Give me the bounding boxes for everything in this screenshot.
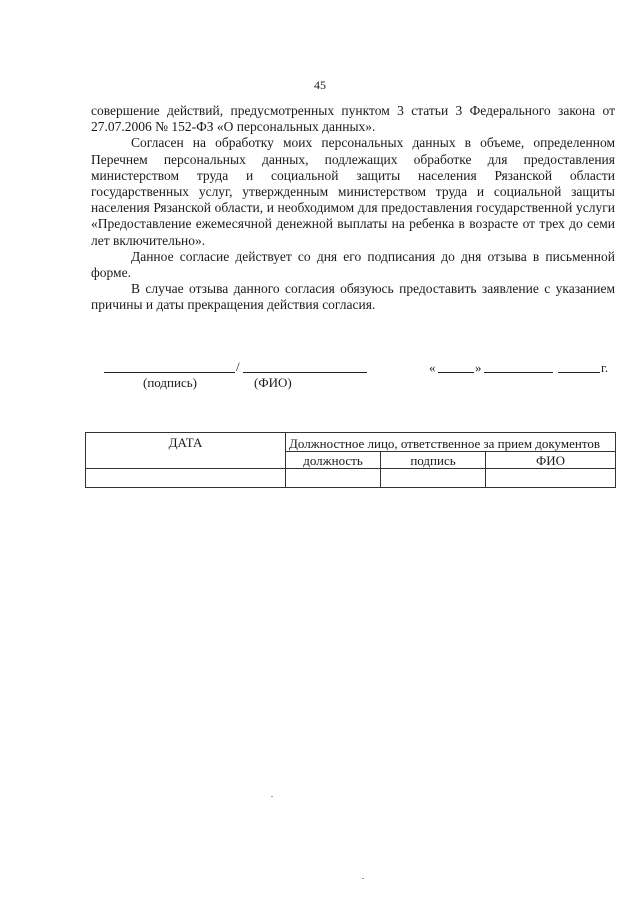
date-month-line[interactable] (484, 372, 553, 373)
scan-speck (362, 878, 364, 879)
signature-separator: / (236, 359, 240, 374)
fio-cell[interactable] (486, 469, 616, 488)
scan-speck (271, 796, 273, 797)
paragraph-2: Согласен на обработку моих персональных данных в объеме, определенном Перечнем персональных данных, подлежащих обработке для предоставления министерством труда и социальной защиты населения Рязанской области государственных услуг, утвержденным министерством труда и социальной защиты населения Рязанской области, и необходимом для предоставления государственной услуги «Предоставление ежемесячной денежной выплаты на ребенка в возрасте от трех до семи лет включительно». (91, 135, 615, 248)
date-year-line[interactable] (558, 372, 600, 373)
page-number: 45 (314, 78, 326, 92)
date-open-quote: « (429, 360, 436, 375)
date-cell[interactable] (86, 469, 286, 488)
paragraph-3: Данное согласие действует со дня его подписания до дня отзыва в письменной форме. (91, 248, 615, 281)
signature-header: подпись (381, 452, 486, 469)
position-header: должность (286, 452, 381, 469)
name-caption: (ФИО) (254, 375, 292, 390)
signature-caption: (подпись) (143, 375, 197, 390)
name-line[interactable] (243, 372, 367, 373)
date-close-quote: » (475, 360, 482, 375)
fio-header: ФИО (486, 452, 616, 469)
position-cell[interactable] (286, 469, 381, 488)
paragraph-4: В случае отзыва данного согласия обязуюсь предоставить заявление с указанием причины и даты прекращения действия согласия. (91, 281, 615, 313)
date-day-line[interactable] (438, 372, 474, 373)
signature-cell[interactable] (381, 469, 486, 488)
consent-text (91, 103, 615, 314)
paragraph-1: совершение действий, предусмотренных пунктом 3 статьи 3 Федерального закона от 27.07.2006 № 152-ФЗ «О персональных данных». (91, 103, 615, 135)
table-row (86, 469, 616, 488)
acceptance-table (85, 432, 616, 488)
official-header: Должностное лицо, ответственное за прием документов (286, 433, 616, 452)
year-suffix: г. (601, 360, 609, 375)
signature-line[interactable] (104, 372, 235, 373)
date-header: ДАТА (86, 433, 286, 469)
